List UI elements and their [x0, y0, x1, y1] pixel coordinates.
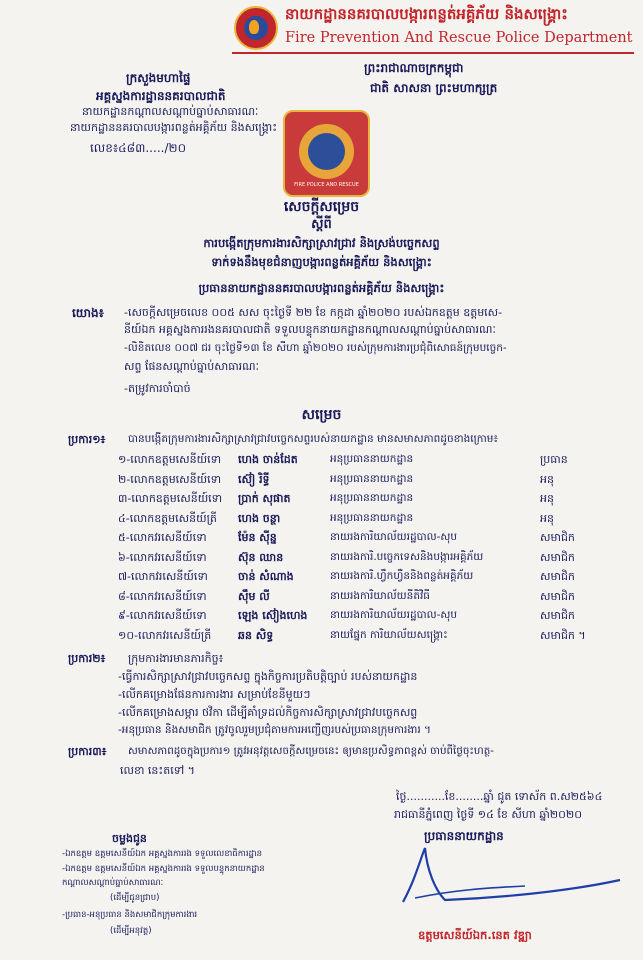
member-name: ម៉ែន ស៊ីន្ន [238, 531, 277, 544]
article-1-label: ប្រការ១៖ [68, 433, 106, 446]
recipient-line: កណ្តាលសណ្តាប់ធ្នាប់សាធារណៈ [62, 878, 164, 888]
member-rank: ៩-លោកវរសេនីយ៍ទោ [118, 609, 207, 622]
member-rank: ៣-លោកឧត្តមសេនីយ៍ទោ [118, 492, 223, 505]
subject-line-2: ទាក់ទងនឹងមុខជំនាញបង្ការពន្លត់អគ្គិភ័យ និងសង្គ្រោះ [211, 255, 432, 269]
member-rank: ៨-លោកវរសេនីយ៍ទោ [118, 589, 207, 603]
member-position: នាយរងការិយាល័យនីតិវិធី [330, 589, 430, 602]
article-3-line-1: សមាសភាពដូចក្នុងប្រការ១ ត្រូវអនុវត្តសេចក្តីសម្រេចនេះ ឲ្យមានប្រសិទ្ធភាពខ្ពស់ ចាប់ពីថ្ងៃចុះហត្ថ- [128, 745, 494, 757]
member-role: ប្រធាន [540, 453, 568, 466]
commissariat: អគ្គស្នងការដ្ឋាននគរបាលជាតិ [96, 89, 226, 103]
header-title-en: Fire Prevention And Rescue Police Department [285, 30, 633, 46]
member-name: ឡេង ស៊ៀងហេង [238, 609, 308, 622]
member-position: អនុប្រធាននាយកដ្ឋាន [330, 511, 414, 524]
member-role: សមាជិក ។ [540, 628, 586, 642]
seal-text: FIRE POLICE AND RESCUE [294, 182, 359, 188]
reference-line: សព្ទ ផែនសណ្តាប់ធ្នាប់សាធារណៈ [124, 360, 259, 373]
member-name: ស៊ឹម លី [238, 589, 270, 603]
authority-line: ប្រធាននាយកដ្ឋាននគរបាលបង្ការពន្លត់អគ្គិភ័យ និងសង្គ្រោះ [198, 281, 445, 295]
lunar-date: ថ្ងៃ...........ខែ........ឆ្នាំ ជូត ទោស័ក ព.ស២៥៦៤ [396, 790, 603, 803]
header-divider [232, 52, 634, 54]
member-name: ហេង ចាន់ដែត [238, 453, 298, 466]
article-1-text: បានបង្កើតក្រុមការងារសិក្សាស្រាវជ្រាវបច្ចេកសព្ទរបស់នាយកដ្ឋាន មានសមាសភាពដូចខាងក្រោម៖ [128, 433, 499, 445]
solar-date: រាជធានីភ្នំពេញ ថ្ងៃទី ១៤ ខែ សីហា ឆ្នាំ២០២០ [394, 808, 583, 821]
recipient-line: -ឯកឧត្តម ឧត្តមសេនីយ៍ឯក អគ្គស្នងការរង ទទួលលេខាធិការដ្ឋាន [62, 849, 263, 859]
member-rank: ១០-លោកវរសេនីយ៍ត្រី [118, 628, 212, 642]
signer-name: ឧត្តមសេនីយ៍ឯក.នេត វឌ្ឍា [418, 928, 532, 942]
decision-title: សេចក្តីសម្រេច [283, 199, 360, 215]
article-3-label: ប្រការ៣៖ [68, 745, 107, 758]
member-position: អនុប្រធាននាយកដ្ឋាន [330, 492, 414, 504]
member-role: អនុ [540, 511, 554, 525]
member-name: ស៊ៀ រិទ្ធី [238, 472, 270, 486]
reference-line: -លិខិតលេខ ០០៧ ជរ ចុះថ្ងៃទី១៣ ខែ សីហា ឆ្នាំ២០២០ របស់ក្រុមការងារប្រជុំពិសោធន៍ក្រុមបច្ចេក- [124, 342, 507, 354]
references-label: យោង៖ [72, 306, 104, 320]
ministry: ក្រសួងមហាផ្ទៃ [126, 71, 191, 85]
member-rank: ៥-លោកវរសេនីយ៍ទោ [118, 531, 207, 544]
recipient-line: (ដើម្បីជូនជ្រាប) [110, 893, 160, 903]
member-position: នាយរងការិ.ហ្វឹកហ្វឺននិងពន្លត់អគ្គិភ័យ [330, 570, 474, 582]
member-position: អនុប្រធាននាយកដ្ឋាន [330, 453, 414, 465]
member-role: សមាជិក [540, 589, 575, 603]
article-2-text: ក្រុមការងារមានភារកិច្ច៖ [128, 652, 224, 665]
member-role: សមាជិក [540, 531, 575, 544]
recipients-label: ចម្លងជូន [112, 832, 147, 845]
reference-line: -តម្រូវការចាំបាច់ [124, 382, 191, 395]
about-label: ស្តីពី [311, 217, 332, 232]
subject-line-1: ការបង្កើតក្រុមការងារសិក្សាស្រាវជ្រាវ និងស្រង់បច្ចេកសព្ទ [203, 236, 440, 250]
duty-item: -លើកគម្រោងសម្ភារ ថវិកា ដើម្បីគាំទ្រដល់កិច្ចការសិក្សាស្រាវជ្រាវបច្ចេកសព្ទ [118, 706, 418, 719]
recipient-line: (ដើម្បីអនុវត្ត) [110, 926, 152, 936]
member-position: នាយរងការិយាល័យរដ្ឋបាល-សុប [330, 609, 458, 621]
member-name: ប្រាក់ សុផាត [238, 492, 291, 505]
article-2-label: ប្រការ២៖ [68, 652, 106, 665]
member-rank: ២-លោកឧត្តមសេនីយ៍ទោ [118, 472, 222, 486]
member-position: អនុប្រធាននាយកដ្ឋាន [330, 472, 414, 485]
kingdom-name: ព្រះរាជាណាចក្រកម្ពុជា [364, 61, 464, 75]
national-motto: ជាតិ សាសនា ព្រះមហាក្សត្រ [370, 81, 498, 95]
member-name: ហេង ចន្ថា [238, 511, 281, 525]
decides-heading: សម្រេច [301, 407, 342, 423]
duty-item: -អនុប្រធាន និងសមាជិក ត្រូវចូលរួមប្រជុំតាមការអញ្ជើញរបស់ប្រធានក្រុមការងារ ។ [118, 724, 431, 736]
member-position: នាយផ្នែក ការិយាល័យសង្គ្រោះ [330, 628, 448, 641]
reference-line: -សេចក្តីសម្រេចលេខ ០០៥ សស ចុះថ្ងៃទី ២២ ខែ កក្កដា ឆ្នាំ២០២០ របស់ឯកឧត្តម ឧត្តមសេ- [124, 306, 503, 319]
article-3-line-2: លេខា នេះតទៅ ។ [120, 764, 195, 777]
number-value: ៤៨៣...../២០ [118, 141, 187, 155]
document-number [90, 140, 186, 158]
member-rank: ៧-លោកវរសេនីយ៍ទោ [118, 570, 208, 583]
member-position: នាយរងការិ.បច្ចេកទេសនិងបង្ការអគ្គិភ័យ [330, 550, 484, 563]
member-position: នាយរងការិយាល័យរដ្ឋបាល-សុប [330, 531, 458, 543]
duty-item: -លើកគម្រោងផែនការការងារ សម្រាប់ខែនីមួយៗ [118, 688, 311, 701]
recipient-line: -ប្រធាន-អនុប្រធាន និងសមាជិកក្រុមការងារ [62, 910, 198, 920]
member-name: ស៊ុន ឈាន [238, 550, 284, 564]
member-rank: ៤-លោកឧត្តមសេនីយ៍ត្រី [118, 511, 217, 525]
department-seal-icon [283, 110, 370, 197]
fire-police-logo-icon [234, 6, 278, 50]
fire-department: នាយកដ្ឋាននគរបាលបង្ការពន្លត់អគ្គិភ័យ និងសង្គ្រោះ [70, 121, 278, 134]
member-role: សមាជិក [540, 609, 575, 622]
member-role: អនុ [540, 492, 554, 505]
header-title-kh: នាយកដ្ឋាននគរបាលបង្ការពន្លត់អគ្គិភ័យ និងសង្គ្រោះ [285, 5, 568, 23]
reference-line: នីយ៍ឯក អគ្គស្នងការរងនគរបាលជាតិ ទទួលបន្ទុកនាយកដ្ឋានកណ្តាលសណ្តាប់ធ្នាប់សាធារណៈ [124, 323, 496, 336]
number-label: លេខ៖ [90, 141, 119, 155]
member-rank: ១-លោកឧត្តមសេនីយ៍ទោ [118, 453, 222, 466]
member-rank: ៦-លោកវរសេនីយ៍ទោ [118, 550, 207, 564]
handwritten-signature-icon [375, 840, 625, 920]
member-name: ចាន់ សំណាង [238, 570, 294, 583]
duty-item: -ធ្វើការសិក្សាស្រាវជ្រាវបច្ចេកសព្ទ ក្នុងកិច្ចការប្រតិបត្តិច្បាប់ របស់នាយកដ្ឋាន [118, 670, 418, 683]
member-role: អនុ [540, 472, 554, 486]
member-role: សមាជិក [540, 570, 575, 583]
member-name: ឆន សិទ្ធ [238, 628, 274, 642]
recipient-line: -ឯកឧត្តម ឧត្តមសេនីយ៍ឯក អគ្គស្នងការរង ទទួលបន្ទុកនាយកដ្ឋាន [62, 864, 265, 874]
central-department: នាយកដ្ឋានកណ្តាលសណ្តាប់ធ្នាប់សាធារណៈ [82, 105, 259, 118]
member-role: សមាជិក [540, 550, 575, 564]
signer-title: ប្រធាននាយកដ្ឋាន [424, 829, 504, 843]
